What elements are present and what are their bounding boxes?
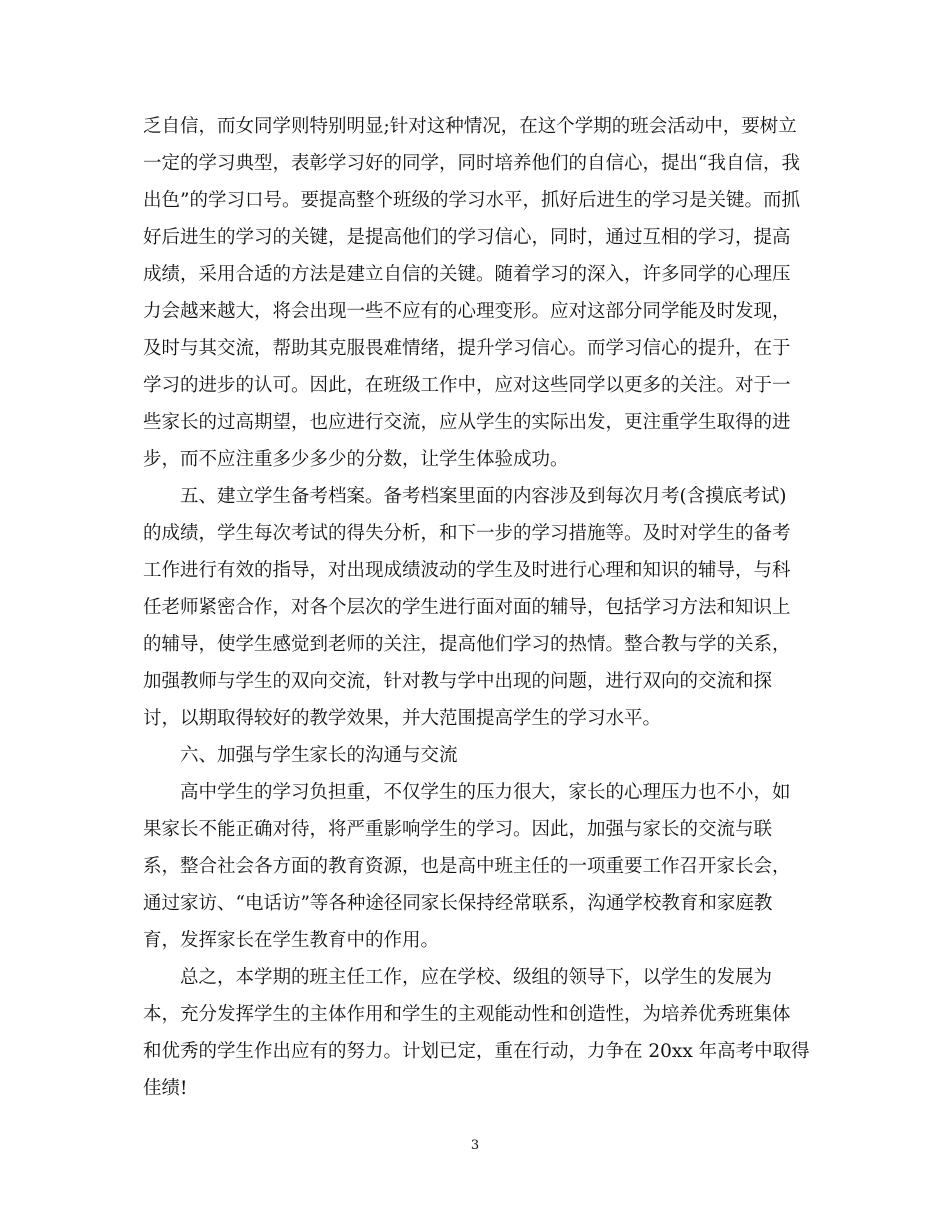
section-heading-six: 六、加强与学生家长的沟通与交流: [180, 745, 458, 766]
text-line: 讨，以期取得较好的教学效果，并大范围提高学生的学习水平。: [143, 708, 662, 729]
text-line: 成绩，采用合适的方法是建立自信的关键。随着学习的深入，许多同学的心理压: [143, 264, 791, 285]
text-line: 力会越来越大，将会出现一些不应有的心理变形。应对这部分同学能及时发现，: [143, 301, 791, 322]
text-line: 乏自信，而女同学则特别明显;针对这种情况，在这个学期的班会活动中，要树立: [143, 116, 797, 137]
paragraph-start: 总之，本学期的班主任工作，应在学校、级组的领导下，以学生的发展为: [180, 967, 773, 988]
text-line: 果家长不能正确对待，将严重影响学生的学习。因此，加强与家长的交流与联: [143, 819, 773, 840]
text-line: 一定的学习典型，表彰学习好的同学，同时培养他们的自信心，提出“我自信，我: [143, 153, 800, 174]
text-line: 系，整合社会各方面的教育资源，也是高中班主任的一项重要工作召开家长会，: [143, 856, 791, 877]
text-line: 任老师紧密合作，对各个层次的学生进行面对面的辅导，包括学习方法和知识上: [143, 597, 791, 618]
text-line: 出色”的学习口号。要提高整个班级的学习水平，抓好后进生的学习是关键。而抓: [143, 190, 800, 211]
text-line: 好后进生的学习的关键，是提高他们的学习信心，同时，通过互相的学习，提高: [143, 227, 791, 248]
text-line: 工作进行有效的指导，对出现成绩波动的学生及时进行心理和知识的辅导，与科: [143, 560, 791, 581]
text-line: 及时与其交流，帮助其克服畏难情绪，提升学习信心。而学习信心的提升，在于: [143, 338, 791, 359]
text-line: 本，充分发挥学生的主体作用和学生的主观能动性和创造性，为培养优秀班集体: [143, 1004, 791, 1025]
text-line: 育，发挥家长在学生教育中的作用。: [143, 930, 440, 951]
text-line: 步，而不应注重多少多少的分数，让学生体验成功。: [143, 449, 569, 470]
text-line: 些家长的过高期望，也应进行交流，应从学生的实际出发，更注重学生取得的进: [143, 412, 791, 433]
section-heading-five: 五、建立学生备考档案。备考档案里面的内容涉及到每次月考(含摸底考试): [180, 486, 787, 507]
text-line: 佳绩!: [143, 1078, 188, 1099]
page-number: 3: [470, 1138, 480, 1153]
text-line: 通过家访、“电话访”等各种途径同家长保持经常联系，沟通学校教育和家庭教: [143, 893, 773, 914]
text-line: 的成绩，学生每次考试的得失分析，和下一步的学习措施等。及时对学生的备考: [143, 523, 791, 544]
text-line: 和优秀的学生作出应有的努力。计划已定，重在行动，力争在 20xx 年高考中取得: [143, 1041, 810, 1062]
text-line: 加强教师与学生的双向交流，针对教与学中出现的问题，进行双向的交流和探: [143, 671, 773, 692]
paragraph-start: 高中学生的学习负担重，不仅学生的压力很大，家长的心理压力也不小，如: [180, 782, 791, 803]
text-line: 学习的进步的认可。因此，在班级工作中，应对这些同学以更多的关注。对于一: [143, 375, 791, 396]
text-line: 的辅导，使学生感觉到老师的关注，提高他们学习的热情。整合教与学的关系，: [143, 634, 791, 655]
